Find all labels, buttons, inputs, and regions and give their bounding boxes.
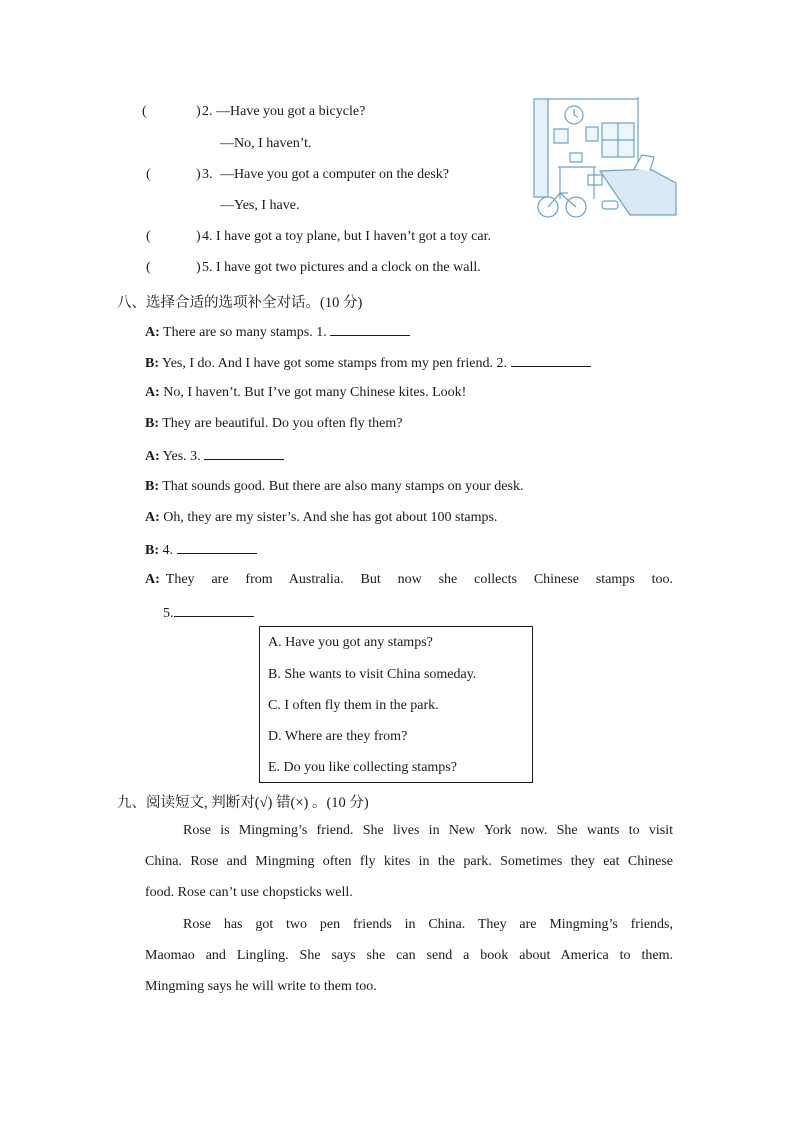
speaker-label: B: [145, 356, 159, 371]
passage-line-2: China. Rose and Mingming often fly kites in the park. Sometimes they eat Chinese [145, 854, 673, 869]
passage-line-5: Maomao and Lingling. She says she can send a book about America to them. [145, 948, 673, 963]
section-8-heading: 八、选择合适的选项补全对话。(10 分) [117, 295, 363, 311]
answer-paren-open: ( [146, 167, 151, 182]
item-3-line-2: —Yes, I have. [220, 198, 300, 213]
dialogue-text: There are so many stamps. 1. [163, 325, 327, 340]
answer-paren-close: ) [196, 167, 201, 182]
dialogue-text: They are beautiful. Do you often fly them? [162, 416, 403, 431]
item-2-line-2: —No, I haven’t. [220, 136, 312, 151]
option-c: C. I often fly them in the park. [268, 698, 439, 713]
dialogue-text: No, I haven’t. But I’ve got many Chinese kites. Look! [163, 385, 467, 400]
answer-paren-open: ( [146, 260, 151, 275]
dialogue-text: Yes. 3. [162, 449, 201, 464]
speaker-label: A: [145, 449, 160, 464]
answer-blank-1[interactable] [330, 323, 410, 336]
answer-paren-open: ( [146, 229, 151, 244]
dialogue-line-10 [163, 604, 254, 622]
dialogue-line-8 [145, 541, 257, 559]
dialogue-line-4 [145, 416, 403, 432]
speaker-label: A: [145, 385, 160, 400]
item-2-line-1: —Have you got a bicycle? [216, 104, 366, 119]
option-a: A. Have you got any stamps? [268, 635, 433, 650]
item-4-line-1: I have got a toy plane, but I haven’t got a toy car. [216, 229, 491, 244]
option-b: B. She wants to visit China someday. [268, 667, 477, 682]
speaker-label: A: [145, 510, 160, 525]
item-number: 3. [202, 167, 213, 182]
option-e: E. Do you like collecting stamps? [268, 760, 457, 775]
dialogue-text: Oh, they are my sister’s. And she has got about 100 stamps. [163, 510, 498, 525]
dialogue-line-9 [145, 572, 673, 588]
dialogue-line-7 [145, 510, 497, 526]
dialogue-text: That sounds good. But there are also many stamps on your desk. [162, 479, 524, 494]
dialogue-line-5 [145, 447, 284, 465]
passage-line-1: Rose is Mingming’s friend. She lives in New York now. She wants to visit [183, 823, 673, 838]
dialogue-line-2 [145, 354, 591, 372]
option-d: D. Where are they from? [268, 729, 408, 744]
speaker-label: B: [145, 479, 159, 494]
dialogue-text: 4. [162, 543, 173, 558]
dialogue-text: 5. [163, 606, 174, 621]
bedroom-illustration-icon [530, 97, 680, 219]
answer-blank-3[interactable] [204, 447, 284, 460]
answer-blank-2[interactable] [511, 354, 591, 367]
item-number: 5. [202, 260, 213, 275]
answer-paren-close: ) [196, 229, 201, 244]
answer-blank-4[interactable] [177, 541, 257, 554]
answer-paren-close: ) [196, 260, 201, 275]
section-9-heading: 九、阅读短文, 判断对(√) 错(×) 。(10 分) [117, 795, 369, 811]
passage-line-3: food. Rose can’t use chopsticks well. [145, 885, 353, 900]
speaker-label: A: [145, 572, 160, 587]
dialogue-line-3 [145, 385, 466, 401]
item-number: 2. [202, 104, 213, 119]
dialogue-line-1 [145, 323, 410, 341]
speaker-label: A: [145, 325, 160, 340]
item-5-line-1: I have got two pictures and a clock on the wall. [216, 260, 481, 275]
answer-paren-close: ) [196, 104, 201, 119]
answer-blank-5[interactable] [174, 604, 254, 617]
speaker-label: B: [145, 416, 159, 431]
item-number: 4. [202, 229, 213, 244]
dialogue-text: Yes, I do. And I have got some stamps from my pen friend. 2. [161, 356, 508, 371]
passage-line-4: Rose has got two pen friends in China. They are Mingming’s friends, [183, 917, 673, 932]
speaker-label: B: [145, 543, 159, 558]
answer-paren-open: ( [142, 104, 147, 119]
options-box [259, 626, 533, 783]
dialogue-line-6 [145, 479, 523, 495]
passage-line-6: Mingming says he will write to them too. [145, 979, 377, 994]
dialogue-text: They are from Australia. But now she collects Chinese stamps too. [165, 572, 673, 587]
item-3-line-1: —Have you got a computer on the desk? [220, 167, 449, 182]
